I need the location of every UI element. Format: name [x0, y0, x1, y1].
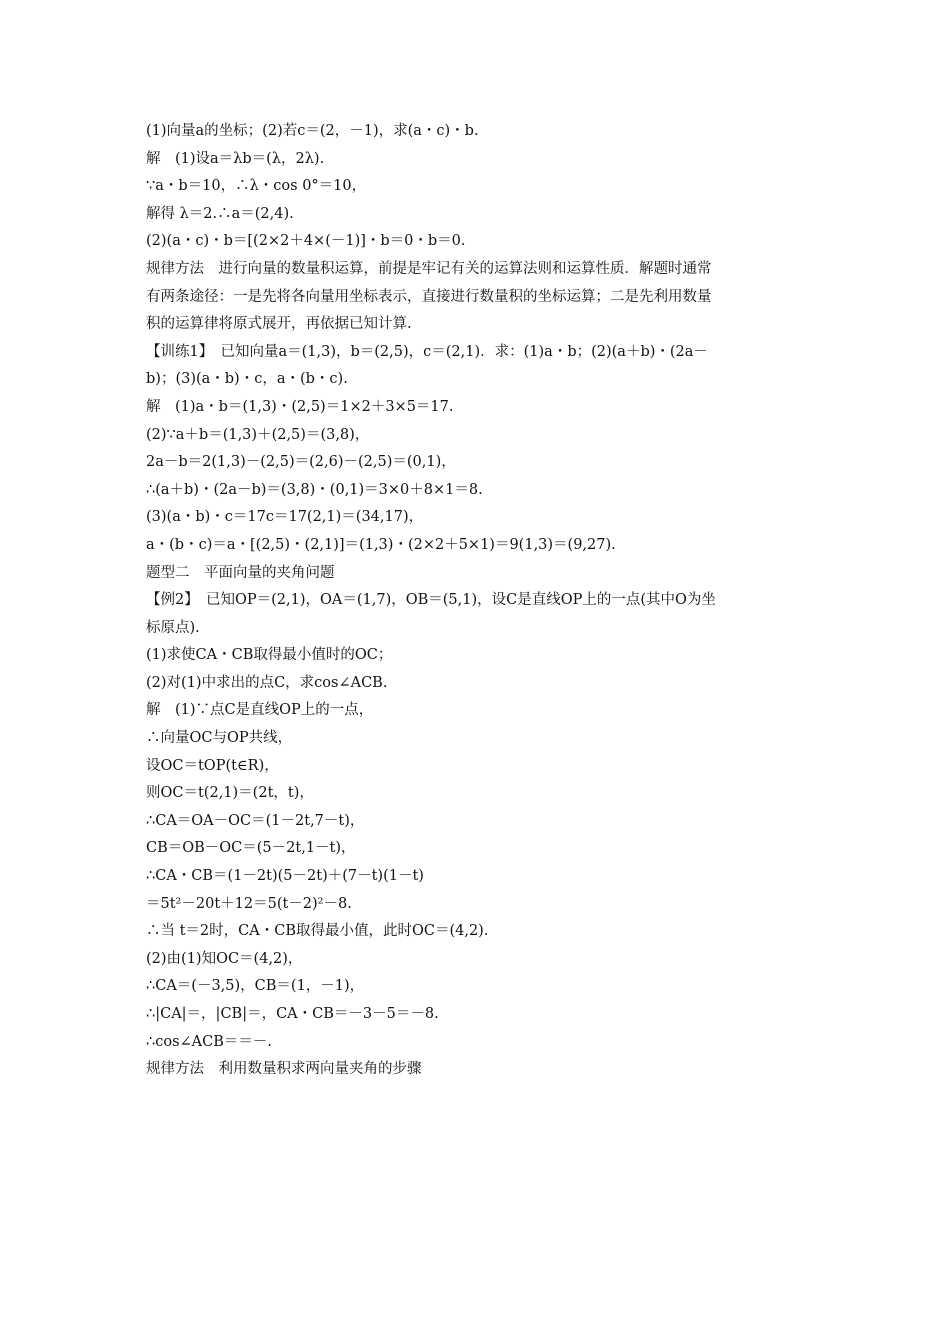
document-body — [146, 118, 826, 1084]
text-line: ∴|CA|＝，|CB|＝，CA・CB＝－3－5＝－8. — [146, 1006, 439, 1022]
text-line: 题型二 平面向量的夹角问题 — [146, 564, 335, 581]
text-line: ∴CA＝OA－OC＝(1－2t,7－t)， — [146, 812, 365, 829]
text-line: 2a－b＝2(1,3)－(2,5)＝(2,6)－(2,5)＝(0,1)， — [146, 454, 456, 471]
text-line: (2)∵a＋b＝(1,3)＋(2,5)＝(3,8)， — [146, 426, 370, 443]
text-line: 标原点). — [146, 619, 200, 636]
text-line: 积的运算律将原式展开，再依据已知计算. — [146, 316, 412, 333]
text-line: ＝5t²－20t＋12＝5(t－2)²－8. — [146, 895, 352, 912]
text-line: 【例2】 已知OP＝(2,1)，OA＝(1,7)，OB＝(5,1)，设C是直线OP上的一点(其中O为坐 — [146, 592, 716, 609]
text-line: ∴当 t＝2时，CA・CB取得最小值，此时OC＝(4,2). — [146, 923, 489, 940]
text-line: (1)求使CA・CB取得最小值时的OC； — [146, 647, 393, 664]
text-line: b)；(3)(a・b)・c，a・(b・c). — [146, 371, 348, 388]
text-line: 设OC＝tOP(t∈R)， — [146, 757, 279, 774]
text-line: 解 (1)∵点C是直线OP上的一点， — [146, 702, 374, 719]
text-line: (3)(a・b)・c＝17c＝17(2,1)＝(34,17)， — [146, 509, 424, 526]
text-line: 规律方法 进行向量的数量积运算，前提是牢记有关的运算法则和运算性质．解题时通常 — [146, 260, 712, 277]
text-line: ∵a・b＝10，∴λ・cos 0°＝10， — [146, 178, 367, 195]
text-line: 规律方法 利用数量积求两向量夹角的步骤 — [146, 1061, 422, 1078]
text-line: 解 (1)a・b＝(1,3)・(2,5)＝1×2＋3×5＝17. — [146, 398, 454, 415]
text-line: 【训练1】 已知向量a＝(1,3)，b＝(2,5)，c＝(2,1)．求：(1)a・b；(2)(a＋b)・(2a－ — [146, 343, 708, 360]
text-line: (2)由(1)知OC＝(4,2)， — [146, 950, 303, 967]
text-line: (2)对(1)中求出的点C，求cos∠ACB. — [146, 674, 388, 691]
text-line: ∴(a＋b)・(2a－b)＝(3,8)・(0,1)＝3×0＋8×1＝8. — [146, 481, 483, 498]
text-line: ∴向量OC与OP共线， — [146, 730, 293, 747]
text-line: CB＝OB－OC＝(5－2t,1－t)， — [146, 840, 356, 857]
text-line: ∴cos∠ACB＝＝－. — [146, 1033, 272, 1050]
text-line: 解 (1)设a＝λb＝(λ，2λ). — [146, 150, 325, 167]
text-line: a・(b・c)＝a・[(2,5)・(2,1)]＝(1,3)・(2×2＋5×1)＝9(1,3)＝(9,27). — [146, 536, 616, 553]
text-line: 有两条途径：一是先将各向量用坐标表示，直接进行数量积的坐标运算；二是先利用数量 — [146, 288, 712, 305]
text-line: 则OC＝t(2,1)＝(2t，t)， — [146, 785, 314, 802]
text-line: ∴CA＝(－3,5)，CB＝(1，－1)， — [146, 978, 365, 995]
text-line: ∴CA・CB＝(1－2t)(5－2t)＋(7－t)(1－t) — [146, 868, 424, 885]
text-line: 解得 λ＝2.∴a＝(2,4). — [146, 205, 294, 222]
text-line: (1)向量a的坐标；(2)若c＝(2，－1)，求(a・c)・b. — [146, 123, 479, 139]
text-line: (2)(a・c)・b＝[(2×2＋4×(－1)]・b＝0・b＝0. — [146, 233, 466, 250]
